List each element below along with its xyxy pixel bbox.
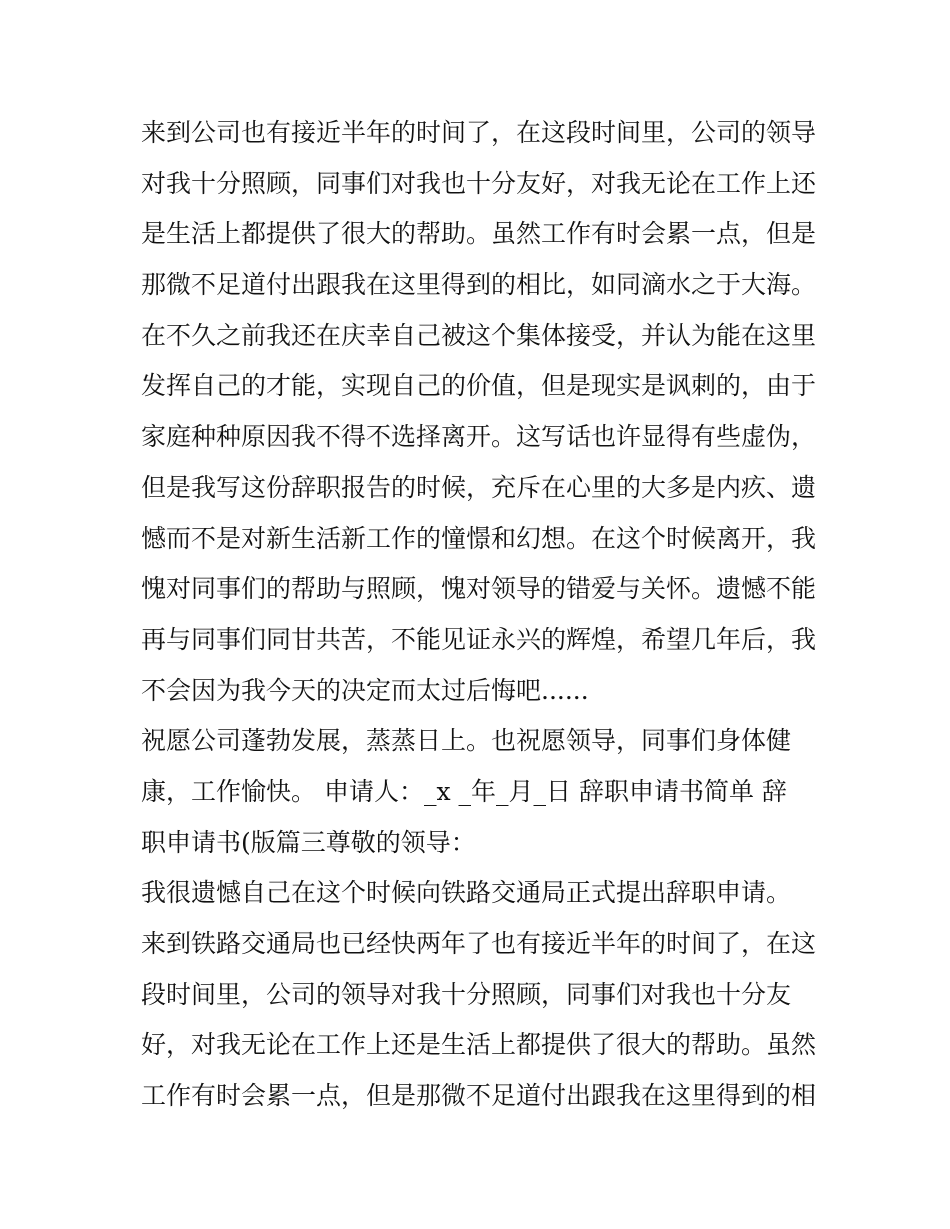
text-line: 再与同事们同甘共苦，不能见证永兴的辉煌，希望几年后，我: [141, 624, 817, 654]
text-line: 职申请书(版篇三尊敬的领导：: [141, 827, 476, 857]
text-line: 是生活上都提供了很大的帮助。虽然工作有时会累一点，但是: [141, 219, 817, 249]
text-line: 家庭种种原因我不得不选择离开。这写话也许显得有些虚伪，: [141, 422, 817, 452]
text-line: 段时间里，公司的领导对我十分照顾，同事们对我也十分友: [141, 979, 792, 1009]
text-line: 对我十分照顾，同事们对我也十分友好，对我无论在工作上还: [141, 168, 817, 198]
body-text: [141, 108, 821, 1122]
text-line: 工作有时会累一点，但是那微不足道付出跟我在这里得到的相: [141, 1081, 817, 1111]
text-line: 我很遗憾自己在这个时候向铁路交通局正式提出辞职申请。: [141, 878, 792, 908]
text-line: 但是我写这份辞职报告的时候，充斥在心里的大多是内疚、遗: [141, 472, 817, 502]
text-line: 康，工作愉快。 申请人：_x _年_月_日 辞职申请书简单 辞: [141, 776, 787, 806]
text-line: 发挥自己的才能，实现自己的价值，但是现实是讽刺的，由于: [141, 371, 817, 401]
text-line: 来到公司也有接近半年的时间了，在这段时间里，公司的领导: [141, 118, 817, 147]
text-line: 来到铁路交通局也已经快两年了也有接近半年的时间了，在这: [141, 929, 817, 958]
text-line: 愧对同事们的帮助与照顾，愧对领导的错爱与关怀。遗憾不能: [141, 574, 817, 604]
text-line: 那微不足道付出跟我在这里得到的相比，如同滴水之于大海。: [141, 270, 817, 300]
text-line: 不会因为我今天的决定而太过后悔吧......: [141, 675, 589, 705]
text-line: 祝愿公司蓬勃发展，蒸蒸日上。也祝愿领导，同事们身体健: [141, 726, 792, 756]
text-line: 好，对我无论在工作上还是生活上都提供了很大的帮助。虽然: [141, 1030, 817, 1060]
text-line: 在不久之前我还在庆幸自己被这个集体接受，并认为能在这里: [141, 320, 817, 350]
text-line: 憾而不是对新生活新工作的憧憬和幻想。在这个时候离开，我: [141, 523, 817, 553]
